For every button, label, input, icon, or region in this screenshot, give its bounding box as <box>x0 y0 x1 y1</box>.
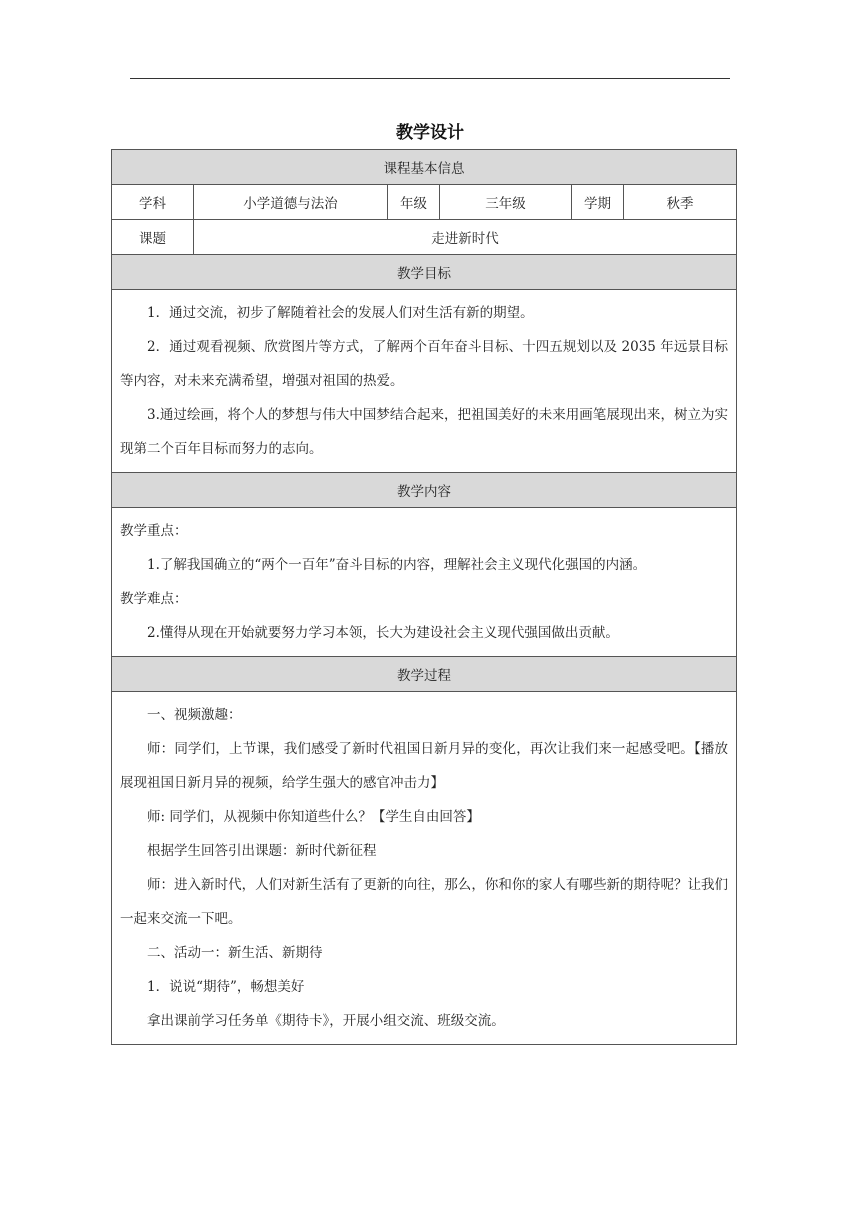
page-title: 教学设计 <box>396 123 464 143</box>
topic-label: 课题 <box>112 220 194 255</box>
grade-label: 年级 <box>388 185 440 220</box>
objective-item: 3.通过绘画，将个人的梦想与伟大中国梦结合起来，把祖国美好的未来用画笔展现出来，树立为实现第二个百年目标而努力的志向。 <box>120 407 729 457</box>
section-basic-info: 课程基本信息 <box>112 150 737 185</box>
process-item: 1．说说“期待”，畅想美好 <box>147 979 305 995</box>
section-content: 教学内容 <box>112 473 737 508</box>
term-label: 学期 <box>572 185 624 220</box>
process-item: 一、视频激趣： <box>147 707 242 723</box>
difficulty-point: 2.懂得从现在开始就要努力学习本领，长大为建设社会主义现代强国做出贡献。 <box>147 625 619 641</box>
process-item: 师：进入新时代，人们对新生活有了更新的向往，那么，你和你的家人有哪些新的期待呢？让我们一起来交流一下吧。 <box>120 877 729 927</box>
process-item: 拿出课前学习任务单《期待卡》，开展小组交流、班级交流。 <box>147 1013 505 1029</box>
process-item: 根据学生回答引出课题：新时代新征程 <box>147 843 377 859</box>
process-item: 二、活动一：新生活、新期待 <box>147 945 323 961</box>
subject-label: 学科 <box>112 185 194 220</box>
topic-value: 走进新时代 <box>194 220 737 255</box>
objective-item: 2．通过观看视频、欣赏图片等方式，了解两个百年奋斗目标、十四五规划以及 2035 年远景目标等内容，对未来充满希望，增强对祖国的热爱。 <box>120 339 729 389</box>
objectives-body <box>112 290 737 473</box>
key-label: 教学重点： <box>120 523 188 539</box>
grade-value: 三年级 <box>440 185 572 220</box>
content-body <box>112 508 737 657</box>
process-item: 师：同学们，上节课，我们感受了新时代祖国日新月异的变化，再次让我们来一起感受吧。【播放展现祖国日新月异的视频，给学生强大的感官冲击力】 <box>120 741 729 791</box>
process-body <box>112 692 737 1045</box>
lesson-table <box>111 149 737 1045</box>
section-objectives: 教学目标 <box>112 255 737 290</box>
header-rule <box>130 78 730 79</box>
section-process: 教学过程 <box>112 657 737 692</box>
term-value: 秋季 <box>624 185 737 220</box>
key-point: 1.了解我国确立的“两个一百年”奋斗目标的内容，理解社会主义现代化强国的内涵。 <box>147 557 647 573</box>
subject-value: 小学道德与法治 <box>194 185 388 220</box>
process-item: 师: 同学们，从视频中你知道些什么？【学生自由回答】 <box>147 809 480 825</box>
difficulty-label: 教学难点： <box>120 591 188 607</box>
objective-item: 1．通过交流，初步了解随着社会的发展人们对生活有新的期望。 <box>147 305 534 321</box>
